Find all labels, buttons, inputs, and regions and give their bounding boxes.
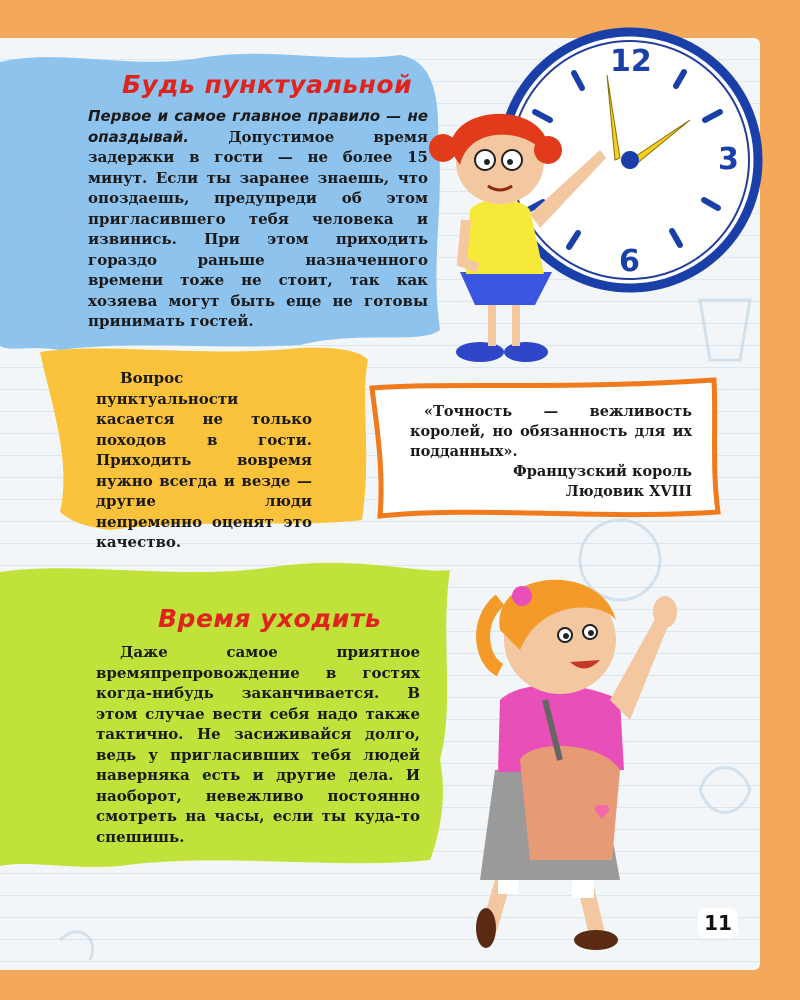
section-title-punctual: Будь пунктуальной <box>122 70 413 99</box>
rule-lead: Первое и самое главное правило — не опаздывай. <box>88 107 428 146</box>
section-text-punctual <box>88 106 428 332</box>
girl-with-bag <box>476 580 677 950</box>
clock-number-6: 6 <box>619 244 640 279</box>
quote-author-title: Французский король <box>512 463 692 480</box>
section-title-leaving: Время уходить <box>158 604 382 633</box>
quote-text: «Точность — вежливость королей, но обязанность для их подданных». <box>410 403 692 460</box>
quote-block <box>410 402 692 502</box>
section-text-leaving: Даже самое приятное времяпрепровождение в гостях когда-нибудь заканчивается. В этом случае вести себя надо также тактично. Не засиживайся долго, ведь у пригласивших тебя людей наверняка есть и другие дела. И наоборот, невежливо постоянно смотреть на часы, если ты куда-то спешишь. <box>96 643 420 846</box>
clock-number-3: 3 <box>718 142 739 177</box>
rule-text: Допустимое время задержки в гости — не более 15 минут. Если ты заранее знаешь, что опоздаешь, предупреди об этом пригласившего тебя человека и извинись. При этом приходить гораздо раньше назначенного времени тоже не стоит, так как хозяева могут быть еще не готовы принимать гостей. <box>88 127 428 330</box>
page-number: 11 <box>698 908 738 938</box>
punctuality-note: Вопрос пунктуальности касается не только походов в гости. Приходить вовремя нужно всегда и везде — другие люди непременно оценят это качество. <box>96 369 312 551</box>
quote-author-name: Людовик XVIII <box>565 483 692 500</box>
clock-number-12: 12 <box>610 44 652 79</box>
